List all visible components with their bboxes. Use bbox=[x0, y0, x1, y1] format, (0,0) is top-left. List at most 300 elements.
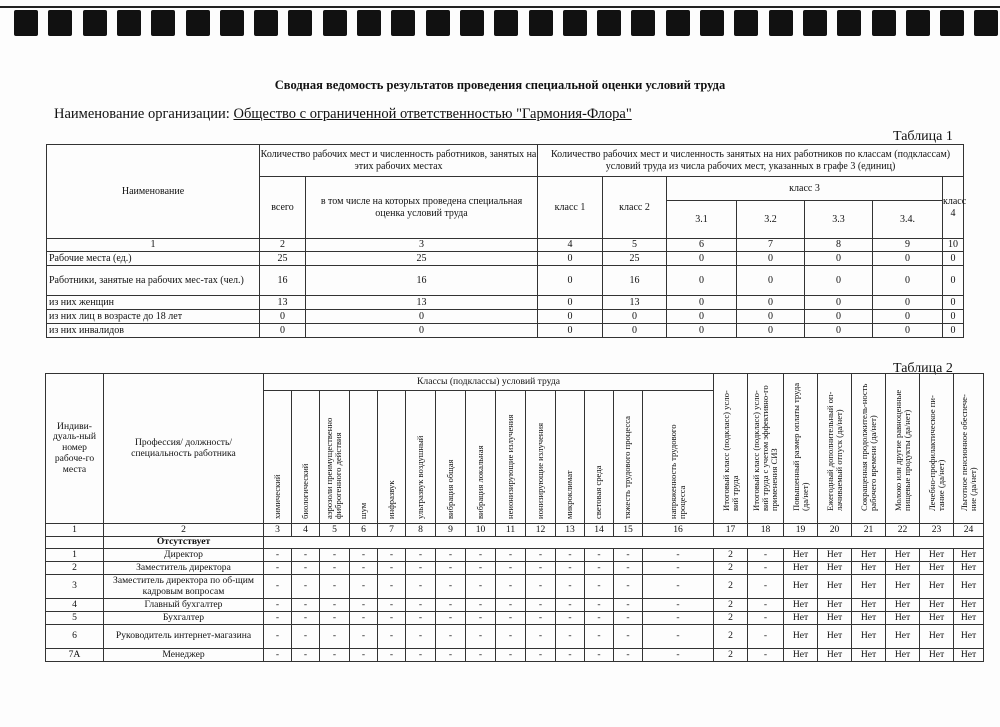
table1-label: Таблица 1 bbox=[893, 129, 953, 144]
t2-col-number: 13 bbox=[556, 524, 585, 537]
t2-factor-text: тяжесть трудового процесса bbox=[622, 416, 633, 520]
t1-cell: 0 bbox=[805, 266, 873, 296]
t2-cell: - bbox=[556, 575, 585, 599]
t2-header-classes: Классы (подклассы) условий труда bbox=[264, 374, 714, 391]
t2-cell: Нет bbox=[818, 612, 852, 625]
binder-hole bbox=[48, 10, 72, 36]
t2-cell: - bbox=[320, 649, 350, 662]
t2-cell: - bbox=[292, 612, 320, 625]
t2-factor-text: ультразвук воздушный bbox=[414, 435, 425, 520]
binder-hole bbox=[151, 10, 175, 36]
t1-cell: 16 bbox=[603, 266, 667, 296]
t2-col-number: 9 bbox=[436, 524, 466, 537]
organization-label: Наименование организации: bbox=[54, 106, 230, 122]
t2-cell: - bbox=[643, 549, 714, 562]
t2-cell: - bbox=[643, 599, 714, 612]
t2-row-id: 7А bbox=[46, 649, 104, 662]
t1-col-number: 1 bbox=[47, 239, 260, 252]
t1-row bbox=[47, 296, 964, 310]
t1-sub-3-3: 3.3 bbox=[805, 201, 873, 239]
t2-cell: - bbox=[378, 549, 406, 562]
t2-row-name: Заместитель директора по об-щим кадровым вопросам bbox=[104, 575, 264, 599]
binder-hole bbox=[906, 10, 930, 36]
t2-cell: - bbox=[614, 549, 643, 562]
t2-row-id: 5 bbox=[46, 612, 104, 625]
t1-header-class4: класс 4 bbox=[943, 177, 964, 239]
t1-cell: 0 bbox=[943, 310, 964, 324]
t2-cell: - bbox=[748, 649, 784, 662]
t2-cell: Нет bbox=[818, 562, 852, 575]
t2-section-title: Отсутствует bbox=[104, 537, 264, 549]
t2-cell: - bbox=[320, 612, 350, 625]
binder-hole bbox=[494, 10, 518, 36]
t1-row bbox=[47, 252, 964, 266]
t2-cell: - bbox=[320, 549, 350, 562]
t1-col-number: 3 bbox=[306, 239, 538, 252]
t2-cell: Нет bbox=[920, 612, 954, 625]
t2-cell: - bbox=[406, 625, 436, 649]
t2-factor-text: биологический bbox=[299, 463, 310, 520]
t2-col-number: 14 bbox=[585, 524, 614, 537]
binder-hole bbox=[357, 10, 381, 36]
binder-hole bbox=[186, 10, 210, 36]
t2-factor-header bbox=[292, 391, 320, 524]
t2-cell: - bbox=[496, 575, 526, 599]
t2-cell: - bbox=[406, 649, 436, 662]
t2-result-header-text: Итоговый класс (подкласс) усло-вий труда с учетом эффективно-го применения СИЗ bbox=[750, 384, 780, 511]
t2-cell: - bbox=[436, 612, 466, 625]
t2-cell: - bbox=[466, 599, 496, 612]
t2-cell: Нет bbox=[818, 575, 852, 599]
t2-cell: - bbox=[350, 612, 378, 625]
binder-rings bbox=[0, 0, 1000, 38]
t2-cell: Нет bbox=[784, 562, 818, 575]
t2-factor-text: инфразвук bbox=[385, 480, 396, 520]
t2-col-number: 11 bbox=[496, 524, 526, 537]
t2-factor-text: микроклимат bbox=[564, 470, 575, 520]
t1-cell: 0 bbox=[873, 266, 943, 296]
t1-col-number: 6 bbox=[667, 239, 737, 252]
t2-factor-header bbox=[614, 391, 643, 524]
t2-cell: - bbox=[406, 549, 436, 562]
t2-row bbox=[46, 549, 984, 562]
t2-factor-text: вибрация общая bbox=[444, 459, 455, 520]
t1-cell: 0 bbox=[737, 252, 805, 266]
t2-cell: - bbox=[585, 562, 614, 575]
t2-cell: Нет bbox=[852, 575, 886, 599]
t2-row bbox=[46, 562, 984, 575]
t1-sub-3-2: 3.2 bbox=[737, 201, 805, 239]
binder-hole bbox=[391, 10, 415, 36]
t2-row-id: 4 bbox=[46, 599, 104, 612]
t2-cell: Нет bbox=[852, 649, 886, 662]
t2-factor-header bbox=[436, 391, 466, 524]
t2-cell: Нет bbox=[886, 599, 920, 612]
t2-row-id: 2 bbox=[46, 562, 104, 575]
t2-cell: - bbox=[292, 549, 320, 562]
t2-factor-text: химический bbox=[271, 474, 282, 520]
t2-factor-text: ионизирующие излучения bbox=[534, 423, 545, 520]
binder-hole bbox=[631, 10, 655, 36]
t1-cell: 0 bbox=[737, 324, 805, 338]
t2-result-header bbox=[886, 374, 920, 524]
t1-cell: 0 bbox=[943, 252, 964, 266]
t2-cell: - bbox=[748, 625, 784, 649]
t1-cell: 0 bbox=[737, 310, 805, 324]
t1-header-classes: Количество рабочих мест и численность занятых на них работников по классам (подклассам) условий труда из числа рабочих мест, указанных в графе 3 (единиц) bbox=[538, 145, 964, 177]
t1-cell: 13 bbox=[306, 296, 538, 310]
t2-cell: Нет bbox=[886, 562, 920, 575]
t1-cell: 0 bbox=[667, 266, 737, 296]
t2-cell: - bbox=[378, 612, 406, 625]
binder-hole bbox=[563, 10, 587, 36]
t1-cell: 0 bbox=[603, 324, 667, 338]
t2-cell: - bbox=[436, 599, 466, 612]
t2-cell: - bbox=[320, 562, 350, 575]
t1-col-number: 4 bbox=[538, 239, 603, 252]
t1-header-class1: класс 1 bbox=[538, 177, 603, 239]
t2-cell: - bbox=[350, 649, 378, 662]
t2-factor-header bbox=[556, 391, 585, 524]
t2-row-id: 6 bbox=[46, 625, 104, 649]
t1-cell: 0 bbox=[873, 296, 943, 310]
t2-factor-text: неионизирующие излучения bbox=[504, 414, 515, 520]
t2-factor-header bbox=[320, 391, 350, 524]
t1-cell: 0 bbox=[943, 266, 964, 296]
t2-col-number: 17 bbox=[714, 524, 748, 537]
t2-result-header-text: Итоговый класс (подкласс) усло-вий труда bbox=[720, 389, 740, 511]
t2-cell: Нет bbox=[886, 625, 920, 649]
t2-cell: - bbox=[496, 612, 526, 625]
t2-cell: - bbox=[496, 599, 526, 612]
t2-row-name: Директор bbox=[104, 549, 264, 562]
t2-cell: Нет bbox=[886, 612, 920, 625]
t1-row-name: из них женщин bbox=[47, 296, 260, 310]
t2-cell: - bbox=[436, 649, 466, 662]
t2-cell: - bbox=[466, 612, 496, 625]
t1-column-numbers bbox=[47, 239, 964, 252]
t2-cell: - bbox=[406, 612, 436, 625]
t1-col-number: 10 bbox=[943, 239, 964, 252]
t2-cell: - bbox=[350, 549, 378, 562]
t2-cell: Нет bbox=[784, 649, 818, 662]
t2-cell: Нет bbox=[784, 575, 818, 599]
binder-hole bbox=[14, 10, 38, 36]
t1-cell: 0 bbox=[603, 310, 667, 324]
t2-cell: 2 bbox=[714, 625, 748, 649]
t2-cell: - bbox=[350, 599, 378, 612]
t2-cell: Нет bbox=[954, 625, 984, 649]
binder-hole bbox=[460, 10, 484, 36]
t1-cell: 25 bbox=[603, 252, 667, 266]
t2-cell: - bbox=[556, 625, 585, 649]
t2-row bbox=[46, 625, 984, 649]
binder-hole bbox=[323, 10, 347, 36]
t2-column-numbers bbox=[46, 524, 984, 537]
t2-cell: - bbox=[556, 649, 585, 662]
t1-row bbox=[47, 324, 964, 338]
t2-result-header bbox=[920, 374, 954, 524]
t2-cell: Нет bbox=[886, 549, 920, 562]
t2-col-number: 1 bbox=[46, 524, 104, 537]
t2-cell: - bbox=[556, 562, 585, 575]
t1-cell: 0 bbox=[737, 266, 805, 296]
t1-cell: 0 bbox=[943, 324, 964, 338]
t1-cell: 25 bbox=[306, 252, 538, 266]
t2-cell: Нет bbox=[954, 562, 984, 575]
t2-cell: - bbox=[466, 562, 496, 575]
t1-sub-3-1: 3.1 bbox=[667, 201, 737, 239]
t2-cell: 2 bbox=[714, 599, 748, 612]
t2-row-name: Руководитель интернет-магазина bbox=[104, 625, 264, 649]
t2-cell: - bbox=[526, 625, 556, 649]
t2-cell: - bbox=[585, 649, 614, 662]
t2-cell: - bbox=[406, 599, 436, 612]
t2-cell: - bbox=[526, 575, 556, 599]
t2-result-header bbox=[818, 374, 852, 524]
t1-col-number: 8 bbox=[805, 239, 873, 252]
binder-hole bbox=[426, 10, 450, 36]
t2-col-number: 4 bbox=[292, 524, 320, 537]
t2-cell: - bbox=[496, 649, 526, 662]
t1-cell: 0 bbox=[538, 266, 603, 296]
t1-cell: 0 bbox=[943, 296, 964, 310]
t1-cell: 0 bbox=[805, 324, 873, 338]
binder-hole bbox=[734, 10, 758, 36]
t2-cell: Нет bbox=[818, 599, 852, 612]
t2-cell: - bbox=[748, 549, 784, 562]
t2-cell: - bbox=[378, 575, 406, 599]
t2-cell: 2 bbox=[714, 549, 748, 562]
t1-cell: 0 bbox=[667, 296, 737, 310]
t1-header-name: Наименование bbox=[47, 145, 260, 239]
t2-cell: Нет bbox=[784, 549, 818, 562]
t2-cell: Нет bbox=[852, 612, 886, 625]
t2-result-header-text: Сокращенная продолжитель-ность рабочего времени (да/нет) bbox=[858, 383, 878, 511]
t2-cell: - bbox=[614, 649, 643, 662]
t2-cell: Нет bbox=[852, 625, 886, 649]
t2-cell: - bbox=[466, 575, 496, 599]
t1-cell: 0 bbox=[260, 324, 306, 338]
t2-factor-header bbox=[466, 391, 496, 524]
t2-cell: - bbox=[526, 549, 556, 562]
t2-cell: - bbox=[643, 612, 714, 625]
t2-row-name: Бухгалтер bbox=[104, 612, 264, 625]
t2-col-number: 8 bbox=[406, 524, 436, 537]
t2-cell: - bbox=[292, 625, 320, 649]
t2-col-number: 10 bbox=[466, 524, 496, 537]
t2-factor-header bbox=[496, 391, 526, 524]
t1-cell: 0 bbox=[538, 310, 603, 324]
t2-factor-header bbox=[643, 391, 714, 524]
t1-cell: 0 bbox=[873, 324, 943, 338]
t2-factor-text: аэрозоли преимущественно фиброгенного действия bbox=[324, 417, 344, 520]
t2-cell: Нет bbox=[920, 549, 954, 562]
t2-col-number: 6 bbox=[350, 524, 378, 537]
t2-cell: Нет bbox=[954, 649, 984, 662]
t2-factor-header bbox=[526, 391, 556, 524]
t1-header-class3: класс 3 bbox=[667, 177, 943, 201]
t2-header-profession: Профессия/ должность/ специальность работника bbox=[104, 374, 264, 524]
t2-cell: - bbox=[264, 575, 292, 599]
summary-table bbox=[46, 144, 967, 338]
t2-cell: - bbox=[292, 562, 320, 575]
t2-factor-text: шум bbox=[357, 502, 368, 520]
t2-col-number: 23 bbox=[920, 524, 954, 537]
t2-cell: - bbox=[526, 612, 556, 625]
t2-result-header-text: Лечебно-профилактическое пи-тание (да/нет) bbox=[926, 394, 946, 511]
t1-cell: 16 bbox=[260, 266, 306, 296]
t2-cell: - bbox=[614, 599, 643, 612]
t2-cell: - bbox=[436, 562, 466, 575]
t2-cell: - bbox=[378, 599, 406, 612]
t2-row-id: 1 bbox=[46, 549, 104, 562]
t2-cell: Нет bbox=[818, 549, 852, 562]
t1-cell: 0 bbox=[873, 310, 943, 324]
t2-row-id: 3 bbox=[46, 575, 104, 599]
t1-cell: 0 bbox=[805, 310, 873, 324]
t2-col-number: 22 bbox=[886, 524, 920, 537]
binder-hole bbox=[700, 10, 724, 36]
t2-cell: Нет bbox=[920, 575, 954, 599]
t2-cell: Нет bbox=[920, 599, 954, 612]
binder-hole bbox=[666, 10, 690, 36]
t2-cell: - bbox=[585, 549, 614, 562]
t2-result-header bbox=[714, 374, 748, 524]
t1-col-number: 2 bbox=[260, 239, 306, 252]
t2-cell: - bbox=[643, 649, 714, 662]
t1-header-incl: в том числе на которых проведена специальная оценка условий труда bbox=[306, 177, 538, 239]
t2-cell: Нет bbox=[852, 549, 886, 562]
t2-col-number: 7 bbox=[378, 524, 406, 537]
t2-cell: - bbox=[264, 612, 292, 625]
t1-cell: 0 bbox=[667, 252, 737, 266]
t2-result-header-text: Молоко или другие равноценные пищевые продукты (да/нет) bbox=[892, 389, 912, 511]
t2-cell: - bbox=[292, 575, 320, 599]
t2-cell: Нет bbox=[818, 625, 852, 649]
t1-cell: 0 bbox=[805, 252, 873, 266]
binder-hole bbox=[83, 10, 107, 36]
t2-factor-header bbox=[585, 391, 614, 524]
t2-cell: - bbox=[264, 649, 292, 662]
t2-factor-header bbox=[406, 391, 436, 524]
t1-cell: 0 bbox=[737, 296, 805, 310]
t2-cell: - bbox=[466, 649, 496, 662]
t2-cell: - bbox=[350, 575, 378, 599]
binder-hole bbox=[254, 10, 278, 36]
t1-cell: 0 bbox=[667, 324, 737, 338]
t2-col-number: 12 bbox=[526, 524, 556, 537]
t1-cell: 0 bbox=[260, 310, 306, 324]
t2-cell: Нет bbox=[886, 575, 920, 599]
t2-cell: - bbox=[466, 625, 496, 649]
t2-col-number: 21 bbox=[852, 524, 886, 537]
t1-col-number: 7 bbox=[737, 239, 805, 252]
t2-cell: - bbox=[643, 562, 714, 575]
t1-cell: 0 bbox=[538, 324, 603, 338]
t2-result-header bbox=[784, 374, 818, 524]
t2-factor-header bbox=[378, 391, 406, 524]
t1-cell: 0 bbox=[873, 252, 943, 266]
t2-header-id: Индиви-дуаль-ный номер рабоче-го места bbox=[46, 374, 104, 524]
t2-cell: - bbox=[378, 625, 406, 649]
t2-cell: Нет bbox=[852, 599, 886, 612]
t2-factor-text: напряженность трудового процесса bbox=[667, 424, 687, 520]
t2-cell: - bbox=[748, 599, 784, 612]
t1-cell: 0 bbox=[538, 252, 603, 266]
t2-result-header bbox=[748, 374, 784, 524]
t2-result-header-text: Повышенный размер оплаты труда (да/нет) bbox=[790, 382, 810, 511]
t2-cell: - bbox=[320, 625, 350, 649]
t2-cell: Нет bbox=[886, 649, 920, 662]
binder-hole bbox=[940, 10, 964, 36]
t2-cell: Нет bbox=[920, 562, 954, 575]
table2-label: Таблица 2 bbox=[893, 361, 953, 376]
t2-cell: Нет bbox=[954, 599, 984, 612]
t2-cell: Нет bbox=[920, 649, 954, 662]
t2-cell: - bbox=[350, 562, 378, 575]
t2-col-number: 20 bbox=[818, 524, 852, 537]
t2-col-number: 3 bbox=[264, 524, 292, 537]
t2-col-number: 18 bbox=[748, 524, 784, 537]
t2-cell: - bbox=[406, 562, 436, 575]
t2-cell: Нет bbox=[818, 649, 852, 662]
workplaces-table bbox=[45, 373, 984, 662]
t2-cell: - bbox=[614, 612, 643, 625]
t2-cell: Нет bbox=[920, 625, 954, 649]
t2-cell: Нет bbox=[954, 549, 984, 562]
t2-cell: - bbox=[556, 612, 585, 625]
binder-hole bbox=[803, 10, 827, 36]
t2-cell: Нет bbox=[954, 612, 984, 625]
t2-cell: Нет bbox=[784, 625, 818, 649]
t2-cell: Нет bbox=[784, 599, 818, 612]
t2-col-number: 19 bbox=[784, 524, 818, 537]
t2-row bbox=[46, 612, 984, 625]
binder-hole bbox=[529, 10, 553, 36]
t2-row bbox=[46, 575, 984, 599]
t2-col-number: 15 bbox=[614, 524, 643, 537]
binder-hole bbox=[597, 10, 621, 36]
t2-cell: - bbox=[526, 562, 556, 575]
t2-cell: - bbox=[292, 649, 320, 662]
t2-cell: Нет bbox=[852, 562, 886, 575]
t1-header-class2: класс 2 bbox=[603, 177, 667, 239]
t1-cell: 13 bbox=[603, 296, 667, 310]
t2-cell: - bbox=[556, 599, 585, 612]
binder-hole bbox=[117, 10, 141, 36]
t2-cell: - bbox=[614, 575, 643, 599]
t2-cell: - bbox=[748, 575, 784, 599]
t2-cell: - bbox=[350, 625, 378, 649]
t2-cell: - bbox=[292, 599, 320, 612]
t2-cell: 2 bbox=[714, 612, 748, 625]
t2-result-header-text: Ежегодный дополнительный оп-лачиваемый отпуск (да/нет) bbox=[824, 391, 844, 511]
t2-cell: - bbox=[748, 562, 784, 575]
page-title: Сводная ведомость результатов проведения специальной оценки условий труда bbox=[274, 78, 726, 92]
t1-row-name: Рабочие места (ед.) bbox=[47, 252, 260, 266]
t2-cell: - bbox=[466, 549, 496, 562]
t2-cell: - bbox=[264, 625, 292, 649]
t2-row bbox=[46, 599, 984, 612]
organization-line bbox=[54, 106, 632, 123]
t2-result-header-text: Льготное пенсионное обеспече-ние (да/нет) bbox=[958, 393, 978, 511]
binder-hole bbox=[220, 10, 244, 36]
t2-cell: - bbox=[436, 549, 466, 562]
t2-cell: - bbox=[378, 562, 406, 575]
t2-cell: - bbox=[614, 625, 643, 649]
t2-cell: - bbox=[436, 625, 466, 649]
